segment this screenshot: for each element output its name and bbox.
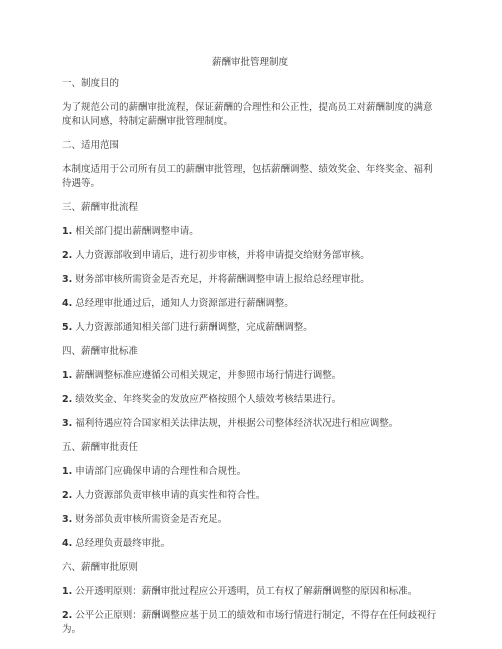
list-item-text: 人力资源部通知相关部门进行薪酬调整，完成薪酬调整。 <box>75 322 313 333</box>
list-item-text: 公平公正原则：薪酬调整应基于员工的绩效和市场行情进行制定，不得存在任何歧视行为。 <box>62 610 437 635</box>
section-heading: 四、薪酬审批标准 <box>62 346 139 357</box>
section-heading: 六、薪酬审批原则 <box>62 562 139 573</box>
list-item-number: 2. <box>62 250 73 261</box>
list-item <box>62 465 438 479</box>
list-item-text: 总经理审批通过后，通知人力资源部进行薪酬调整。 <box>75 298 294 309</box>
list-item <box>62 513 438 527</box>
list-item <box>62 273 438 287</box>
list-item-number: 3. <box>62 418 73 429</box>
section-paragraph: 本制度适用于公司所有员工的薪酬审批管理，包括薪酬调整、绩效奖金、年终奖金、福利待遇等。 <box>62 164 433 189</box>
list-item-number: 3. <box>62 514 73 525</box>
list-item-text: 绩效奖金、年终奖金的发放应严格按照个人绩效考核结果进行。 <box>75 394 342 405</box>
list-item-number: 1. <box>62 586 73 597</box>
list-item-number: 1. <box>62 370 73 381</box>
list-item-text: 财务部审核所需资金是否充足，并将薪酬调整申请上报给总经理审批。 <box>75 274 370 285</box>
list-item-text: 人力资源部收到申请后，进行初步审核，并将申请提交给财务部审核。 <box>75 250 370 261</box>
section-heading: 一、制度目的 <box>62 78 120 89</box>
list-item <box>62 537 438 551</box>
list-item <box>62 489 438 503</box>
list-item <box>62 321 438 335</box>
list-item-text: 人力资源部负责审核申请的真实性和符合性。 <box>75 490 266 501</box>
list-item-text: 薪酬调整标准应遵循公司相关规定，并参照市场行情进行调整。 <box>75 370 342 381</box>
list-item-text: 公开透明原则：薪酬审批过程应公开透明，员工有权了解薪酬调整的原因和标准。 <box>75 586 418 597</box>
list-item <box>62 225 438 239</box>
document-title: 薪酬审批管理制度 <box>211 57 288 68</box>
list-item-number: 4. <box>62 538 73 549</box>
section-paragraph: 为了规范公司的薪酬审批流程，保证薪酬的合理性和公正性，提高员工对薪酬制度的满意度和认同感，特制定薪酬审批管理制度。 <box>62 102 433 127</box>
list-item <box>62 249 438 263</box>
list-item-number: 4. <box>62 298 73 309</box>
list-item-text: 相关部门提出薪酬调整申请。 <box>75 226 199 237</box>
list-item <box>62 417 438 431</box>
section-heading: 五、薪酬审批责任 <box>62 442 139 453</box>
list-item-number: 1. <box>62 466 73 477</box>
list-item <box>62 585 438 599</box>
list-item-number: 5. <box>62 322 73 333</box>
list-item <box>62 609 438 637</box>
list-item <box>62 393 438 407</box>
list-item-text: 福利待遇应符合国家相关法律法规，并根据公司整体经济状况进行相应调整。 <box>75 418 399 429</box>
list-item-number: 2. <box>62 394 73 405</box>
list-item-text: 财务部负责审核所需资金是否充足。 <box>75 514 228 525</box>
list-item-number: 3. <box>62 274 73 285</box>
list-item-text: 总经理负责最终审批。 <box>75 538 171 549</box>
list-item-number: 2. <box>62 610 73 621</box>
section-heading: 三、薪酬审批流程 <box>62 202 139 213</box>
list-item <box>62 369 438 383</box>
list-item-text: 申请部门应确保申请的合理性和合规性。 <box>75 466 247 477</box>
list-item-number: 1. <box>62 226 73 237</box>
list-item-number: 2. <box>62 490 73 501</box>
section-heading: 二、适用范围 <box>62 140 120 151</box>
list-item <box>62 297 438 311</box>
